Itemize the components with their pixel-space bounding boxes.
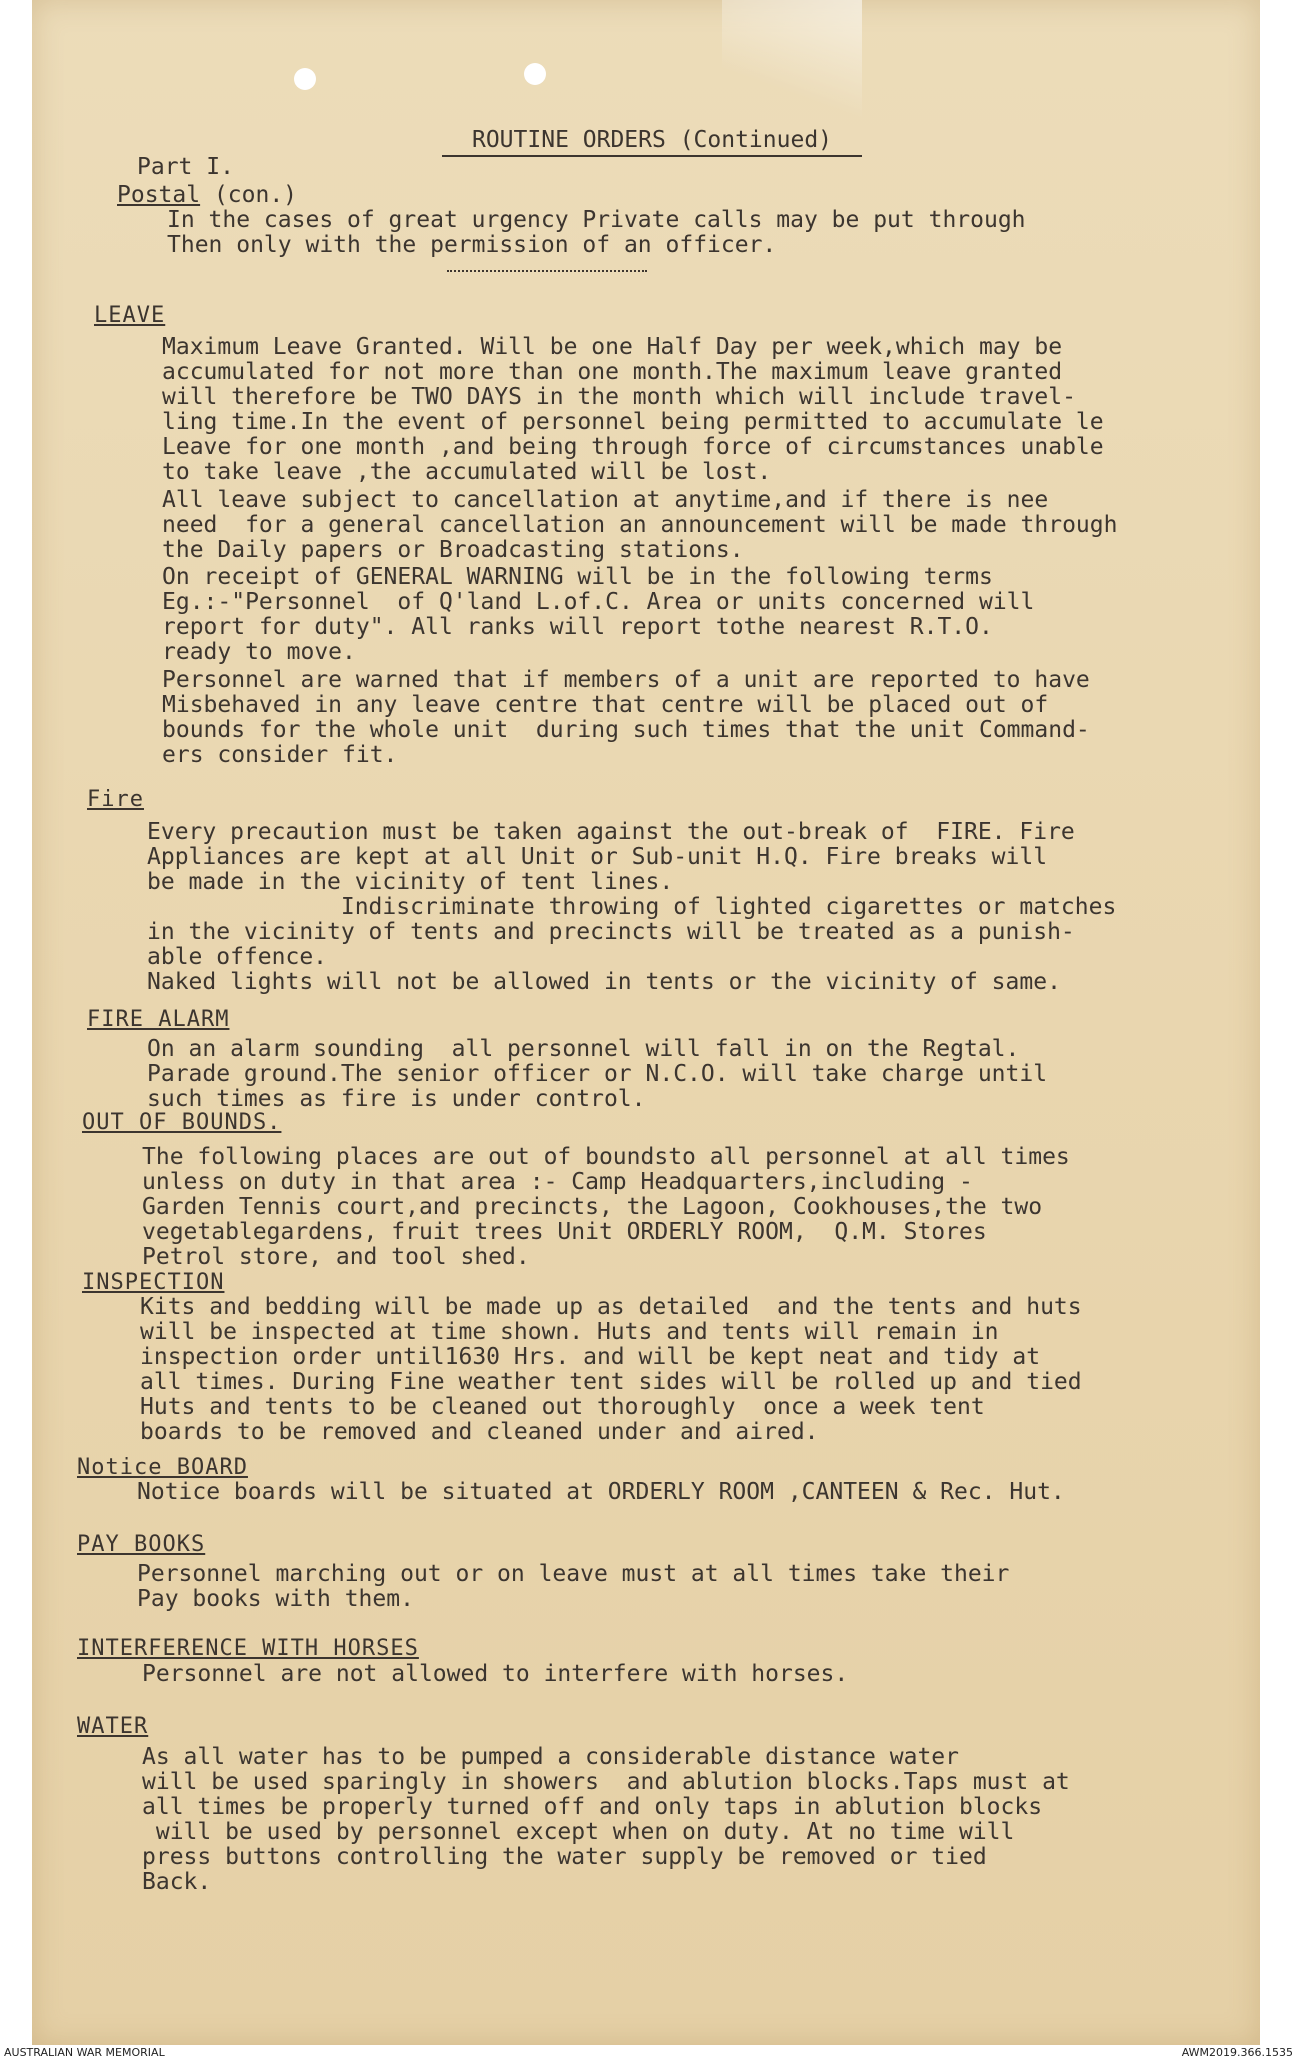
notice-board-text: Notice boards will be situated at ORDERLY ROOM ,CANTEEN & Rec. Hut. (137, 1479, 1065, 1505)
pay-books-heading: PAY BOOKS (77, 1532, 206, 1557)
postal-heading-label: Postal (117, 182, 201, 208)
page-title: ROUTINE ORDERS (Continued) (442, 128, 862, 157)
inspection-text: Kits and bedding will be made up as detailed and the tents and huts will be inspected at time shown. Huts and tents will remain in inspection order until1630 Hrs. and will be kept neat and tidy at all times. During Fine weather tent sides will be rolled up and tied Huts and tents to be cleaned out thoroughly once a week tent boards to be removed and cleaned under and aired. (140, 1294, 1082, 1445)
postal-text: In the cases of great urgency Private calls may be put through Then only with the permission of an officer. (167, 207, 1026, 258)
leave-paragraph-3: On receipt of GENERAL WARNING will be in the following terms Eg.:-"Personnel of Q'land L.of.C. Area or units concerned will report for duty". All ranks will report tothe nearest R.T.O. ready to move. (162, 564, 1035, 665)
archive-reference: AWM2019.366.1535 (1181, 2046, 1293, 2059)
pay-books-text: Personnel marching out or on leave must at all times take their Pay books with them. (137, 1561, 1010, 1612)
out-of-bounds-heading: OUT OF BOUNDS. (82, 1110, 282, 1135)
fire-alarm-text: On an alarm sounding all personnel will fall in on the Regtal. Parade ground.The senior officer or N.C.O. will take charge until such times as fire is under control. (147, 1036, 1048, 1112)
part-label: Part I. (137, 154, 234, 180)
document-page (32, 0, 1260, 2045)
horses-text: Personnel are not allowed to interfere with horses. (142, 1661, 849, 1687)
document-content (32, 0, 1260, 2045)
water-text: As all water has to be pumped a considerable distance water will be used sparingly in showers and ablution blocks.Taps must at all times be properly turned off and only taps in ablution blocks will be used by personnel except when on duty. At no time will press buttons controlling the water supply be removed or tied Back. (142, 1744, 1070, 1895)
leave-paragraph-2: All leave subject to cancellation at anytime,and if there is nee need for a general cancellation an announcement will be made through the Daily papers or Broadcasting stations. (162, 487, 1118, 563)
postal-heading-suffix: (con.) (200, 182, 298, 208)
notice-board-heading: Notice BOARD (77, 1455, 248, 1480)
inspection-heading: INSPECTION (82, 1270, 225, 1295)
horses-heading: INTERFERENCE WITH HORSES (77, 1636, 419, 1661)
leave-heading: LEAVE (94, 303, 166, 328)
leave-paragraph-4: Personnel are warned that if members of a unit are reported to have Misbehaved in any leave centre that centre will be placed out of bounds for the whole unit during such times that the unit Command- ers consider fit. (162, 667, 1090, 768)
section-divider (447, 270, 647, 272)
postal-heading (117, 183, 297, 208)
fire-text: Every precaution must be taken against the out-break of FIRE. Fire Appliances are kept at all Unit or Sub-unit H.Q. Fire breaks will be made in the vicinity of tent lines. Indiscriminate throwing of lighted cigarettes or matches in the vicinity of tents and precincts will be treated as a punish- able offence. Naked lights will not be allowed in tents or the vicinity of same. (147, 819, 1117, 995)
fire-heading: Fire (87, 787, 144, 812)
out-of-bounds-text: The following places are out of boundsto all personnel at all times unless on duty in that area :- Camp Headquarters,including - Garden Tennis court,and precincts, the Lagoon, Cookhouses,the two vegetablegardens, fruit trees Unit ORDERLY ROOM, Q.M. Stores Petrol store, and tool shed. (142, 1144, 1070, 1270)
leave-paragraph-1: Maximum Leave Granted. Will be one Half Day per week,which may be accumulated for not more than one month.The maximum leave granted will therefore be TWO DAYS in the month which will include travel- ling time.In the event of personnel being permitted to accumulate le Leave for one month ,and being through force of circumstances unable to take leave ,the accumulated will be lost. (162, 334, 1104, 485)
fire-alarm-heading: FIRE ALARM (87, 1007, 230, 1032)
water-heading: WATER (77, 1714, 149, 1739)
archive-credit: AUSTRALIAN WAR MEMORIAL (4, 2046, 165, 2059)
